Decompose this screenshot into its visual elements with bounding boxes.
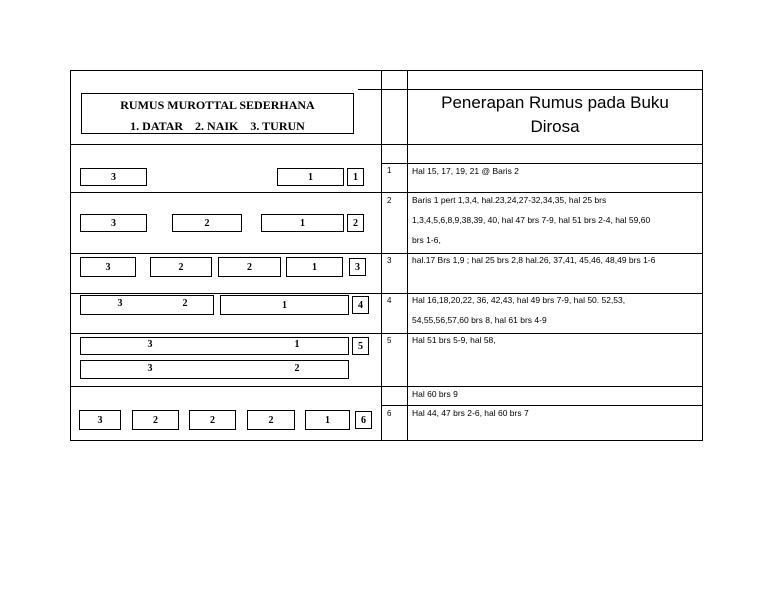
segment-turun-naik (80, 360, 349, 379)
formula-title-box (81, 93, 354, 134)
row-number: 3 (387, 256, 392, 265)
segment-datar: 1 (277, 168, 344, 186)
page-reference: Hal 60 brs 9 (412, 389, 458, 399)
row-number: 4 (387, 296, 392, 305)
row-number: 2 (387, 196, 392, 205)
row-number: 5 (387, 336, 392, 345)
formula-number-badge: 6 (355, 411, 372, 429)
segment-naik: 2 (132, 410, 179, 430)
segment-naik: 2 (218, 257, 281, 277)
formula-title: RUMUS MUROTTAL SEDERHANA (120, 98, 315, 112)
segment-turun: 3 (80, 257, 136, 277)
page-reference: Hal 15, 17, 19, 21 @ Baris 2 (412, 166, 519, 176)
formula-number-badge: 4 (352, 296, 369, 314)
formula-subtitle: 1. DATAR 2. NAIK 3. TURUN (130, 119, 305, 133)
formula-number-badge: 5 (352, 337, 369, 355)
segment-naik: 2 (150, 257, 212, 277)
segment-naik: 2 (247, 410, 295, 430)
formula-number-badge: 1 (347, 168, 364, 186)
row-divider (70, 386, 703, 387)
segment-naik: 2 (172, 214, 242, 232)
row-divider (358, 89, 703, 90)
segment-datar: 1 (286, 257, 343, 277)
row-divider (70, 333, 703, 334)
page-reference: Baris 1 pert 1,3,4, hal.23,24,27-32,34,35, hal 25 brs 1,3,4,5,6,8,9,38,39, 40, hal 47 brs 7-9, hal 51 brs 2-4, hal 59,60 brs 1-6, (412, 195, 651, 245)
page-reference: Hal 16,18,20,22, 36, 42,43, hal 49 brs 7-9, hal 50. 52,53, 54,55,56,57,60 brs 8, hal 61 brs 4-9 (412, 295, 626, 325)
formula-number-badge: 3 (349, 258, 366, 276)
application-title-line1: Penerapan Rumus pada Buku (441, 93, 669, 112)
page-reference: Hal 51 brs 5-9, hal 58, (412, 335, 496, 345)
segment-datar: 1 (261, 214, 344, 232)
row-divider (70, 144, 703, 145)
segment-label: 2 (182, 298, 188, 309)
formula-number-badge: 2 (347, 214, 364, 232)
segment-label: 3 (147, 339, 153, 350)
row-number: 1 (387, 166, 392, 175)
segment-naik: 2 (189, 410, 236, 430)
page-reference: hal.17 Brs 1,9 ; hal 25 brs 2,8 hal.26, 37,41, 45,46, 48,49 brs 1-6 (412, 255, 656, 265)
row-number: 6 (387, 409, 392, 418)
segment-label: 3 (147, 363, 153, 374)
segment-label: 2 (294, 363, 300, 374)
segment-turun: 3 (80, 214, 147, 232)
segment-turun: 3 (80, 168, 147, 186)
segment-turun-datar (80, 337, 349, 355)
application-title-line2: Dirosa (530, 117, 580, 136)
segment-label: 1 (294, 339, 300, 350)
page-reference: Hal 44, 47 brs 2-6, hal 60 brs 7 (412, 408, 529, 418)
segment-datar: 1 (305, 410, 350, 430)
segment-turun: 3 (79, 410, 121, 430)
segment-label: 3 (117, 298, 123, 309)
application-title (408, 91, 702, 139)
segment-datar: 1 (220, 295, 349, 315)
